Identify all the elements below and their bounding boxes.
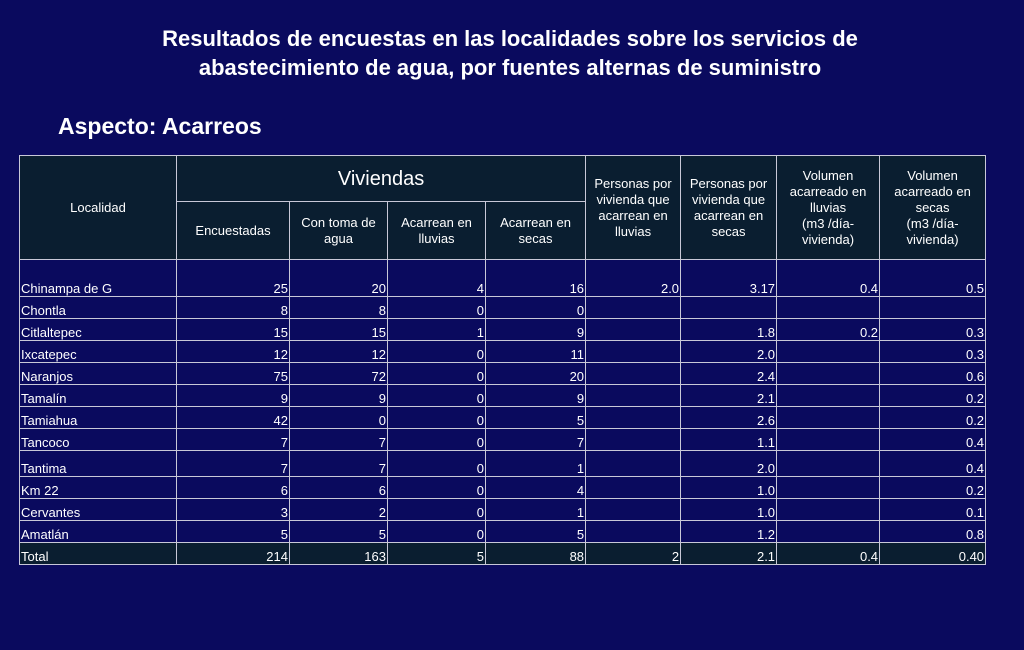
cell-vol-secas: 0.4: [880, 451, 986, 477]
cell-pers-lluvias: [586, 341, 681, 363]
cell-pers-secas: 1.8: [681, 319, 777, 341]
cell-encuestadas: 5: [177, 521, 290, 543]
cell-vol-secas: 0.3: [880, 319, 986, 341]
header-viviendas: Viviendas: [177, 156, 586, 202]
cell-pers-lluvias: [586, 363, 681, 385]
table-row: [20, 407, 986, 429]
cell-secas: 9: [486, 319, 586, 341]
cell-lluvias: 0: [388, 451, 486, 477]
cell-lluvias: 0: [388, 297, 486, 319]
cell-pers-lluvias: [586, 499, 681, 521]
cell-con-toma: 20: [290, 260, 388, 297]
total-con-toma: 163: [290, 543, 388, 565]
cell-secas: 9: [486, 385, 586, 407]
cell-lluvias: 0: [388, 521, 486, 543]
cell-vol-lluvias: [777, 477, 880, 499]
cell-con-toma: 8: [290, 297, 388, 319]
cell-vol-secas: 0.3: [880, 341, 986, 363]
cell-lluvias: 0: [388, 477, 486, 499]
cell-vol-lluvias: [777, 429, 880, 451]
header-acarrean-lluvias: Acarrean en lluvias: [388, 202, 486, 260]
cell-encuestadas: 15: [177, 319, 290, 341]
cell-vol-lluvias: [777, 297, 880, 319]
slide-title: [60, 24, 960, 82]
cell-vol-lluvias: [777, 385, 880, 407]
header-localidad: Localidad: [20, 156, 177, 260]
cell-con-toma: 9: [290, 385, 388, 407]
cell-pers-secas: 3.17: [681, 260, 777, 297]
cell-encuestadas: 7: [177, 429, 290, 451]
cell-pers-secas: 2.4: [681, 363, 777, 385]
cell-pers-secas: 1.2: [681, 521, 777, 543]
cell-localidad: Tancoco: [20, 429, 177, 451]
cell-lluvias: 0: [388, 363, 486, 385]
cell-pers-secas: 2.0: [681, 451, 777, 477]
cell-vol-lluvias: 0.4: [777, 260, 880, 297]
cell-lluvias: 0: [388, 499, 486, 521]
cell-secas: 1: [486, 451, 586, 477]
cell-secas: 1: [486, 499, 586, 521]
table-row: [20, 499, 986, 521]
cell-pers-secas: 1.0: [681, 477, 777, 499]
cell-vol-secas: [880, 297, 986, 319]
cell-lluvias: 0: [388, 341, 486, 363]
table-row: [20, 385, 986, 407]
header-encuestadas: Encuestadas: [177, 202, 290, 260]
header-volumen-lluvias: [777, 156, 880, 260]
cell-pers-lluvias: [586, 451, 681, 477]
header-acarrean-secas: Acarrean en secas: [486, 202, 586, 260]
cell-localidad: Km 22: [20, 477, 177, 499]
cell-localidad: Cervantes: [20, 499, 177, 521]
cell-con-toma: 0: [290, 407, 388, 429]
table-row: [20, 341, 986, 363]
table-body: [20, 260, 986, 565]
cell-lluvias: 0: [388, 429, 486, 451]
cell-secas: 5: [486, 521, 586, 543]
cell-vol-lluvias: 0.2: [777, 319, 880, 341]
cell-localidad: Tamiahua: [20, 407, 177, 429]
cell-secas: 5: [486, 407, 586, 429]
cell-vol-lluvias: [777, 341, 880, 363]
cell-encuestadas: 8: [177, 297, 290, 319]
table-row: [20, 429, 986, 451]
cell-vol-lluvias: [777, 451, 880, 477]
cell-vol-secas: 0.2: [880, 385, 986, 407]
cell-localidad: Amatlán: [20, 521, 177, 543]
cell-con-toma: 7: [290, 451, 388, 477]
cell-vol-lluvias: [777, 521, 880, 543]
cell-encuestadas: 12: [177, 341, 290, 363]
cell-secas: 20: [486, 363, 586, 385]
cell-vol-secas: 0.5: [880, 260, 986, 297]
cell-secas: 7: [486, 429, 586, 451]
cell-pers-lluvias: [586, 319, 681, 341]
total-lluvias: 5: [388, 543, 486, 565]
cell-encuestadas: 9: [177, 385, 290, 407]
cell-pers-secas: 1.0: [681, 499, 777, 521]
cell-localidad: Ixcatepec: [20, 341, 177, 363]
table-total-row: [20, 543, 986, 565]
cell-localidad: Citlaltepec: [20, 319, 177, 341]
header-volumen-secas: [880, 156, 986, 260]
table-row: [20, 297, 986, 319]
title-line-1: Resultados de encuestas en las localidades sobre los servicios de: [162, 26, 858, 51]
header-con-toma: Con toma de agua: [290, 202, 388, 260]
cell-con-toma: 7: [290, 429, 388, 451]
cell-vol-secas: 0.2: [880, 407, 986, 429]
cell-con-toma: 2: [290, 499, 388, 521]
header-volumen-secas-label: Volumen acarreado en secas: [894, 167, 971, 215]
cell-con-toma: 5: [290, 521, 388, 543]
cell-pers-lluvias: [586, 407, 681, 429]
cell-vol-secas: 0.4: [880, 429, 986, 451]
cell-pers-lluvias: [586, 521, 681, 543]
cell-encuestadas: 6: [177, 477, 290, 499]
cell-secas: 4: [486, 477, 586, 499]
cell-con-toma: 15: [290, 319, 388, 341]
cell-pers-secas: 2.0: [681, 341, 777, 363]
cell-secas: 0: [486, 297, 586, 319]
table-row: [20, 260, 986, 297]
total-pers-lluvias: 2: [586, 543, 681, 565]
cell-encuestadas: 7: [177, 451, 290, 477]
table-row: [20, 319, 986, 341]
cell-pers-secas: 1.1: [681, 429, 777, 451]
total-secas: 88: [486, 543, 586, 565]
cell-con-toma: 6: [290, 477, 388, 499]
cell-vol-secas: 0.2: [880, 477, 986, 499]
cell-encuestadas: 75: [177, 363, 290, 385]
cell-vol-secas: 0.6: [880, 363, 986, 385]
total-pers-secas: 2.1: [681, 543, 777, 565]
cell-vol-secas: 0.8: [880, 521, 986, 543]
cell-localidad: Tamalín: [20, 385, 177, 407]
cell-pers-lluvias: [586, 477, 681, 499]
cell-encuestadas: 25: [177, 260, 290, 297]
cell-localidad: Naranjos: [20, 363, 177, 385]
cell-lluvias: 1: [388, 319, 486, 341]
cell-pers-secas: 2.6: [681, 407, 777, 429]
cell-pers-secas: 2.1: [681, 385, 777, 407]
total-vol-secas: 0.40: [880, 543, 986, 565]
title-line-2: abastecimiento de agua, por fuentes alternas de suministro: [198, 55, 822, 80]
total-vol-lluvias: 0.4: [777, 543, 880, 565]
cell-lluvias: 4: [388, 260, 486, 297]
table-header: [20, 156, 986, 260]
cell-pers-lluvias: 2.0: [586, 260, 681, 297]
cell-vol-secas: 0.1: [880, 499, 986, 521]
cell-encuestadas: 3: [177, 499, 290, 521]
cell-secas: 11: [486, 341, 586, 363]
table-row: [20, 451, 986, 477]
cell-localidad: Chinampa de G: [20, 260, 177, 297]
header-personas-secas: Personas por vivienda que acarrean en secas: [681, 156, 777, 260]
cell-localidad: Tantima: [20, 451, 177, 477]
cell-con-toma: 12: [290, 341, 388, 363]
cell-pers-lluvias: [586, 385, 681, 407]
cell-vol-lluvias: [777, 363, 880, 385]
table-row: [20, 477, 986, 499]
table-row: [20, 363, 986, 385]
cell-pers-lluvias: [586, 429, 681, 451]
cell-encuestadas: 42: [177, 407, 290, 429]
header-volumen-lluvias-label: Volumen acarreado en lluvias: [789, 167, 867, 215]
cell-lluvias: 0: [388, 407, 486, 429]
cell-vol-lluvias: [777, 499, 880, 521]
header-volumen-lluvias-unit: (m3 /día-vivienda): [802, 215, 855, 247]
table-row: [20, 521, 986, 543]
survey-table: [19, 155, 986, 565]
header-personas-lluvias: Personas por vivienda que acarrean en lluvias: [586, 156, 681, 260]
slide-subtitle: Aspecto: Acarreos: [58, 113, 262, 139]
cell-localidad: Chontla: [20, 297, 177, 319]
cell-secas: 16: [486, 260, 586, 297]
total-encuestadas: 214: [177, 543, 290, 565]
cell-vol-lluvias: [777, 407, 880, 429]
total-localidad: Total: [20, 543, 177, 565]
cell-lluvias: 0: [388, 385, 486, 407]
cell-pers-secas: [681, 297, 777, 319]
header-volumen-secas-unit: (m3 /día-vivienda): [906, 215, 959, 247]
cell-pers-lluvias: [586, 297, 681, 319]
cell-con-toma: 72: [290, 363, 388, 385]
